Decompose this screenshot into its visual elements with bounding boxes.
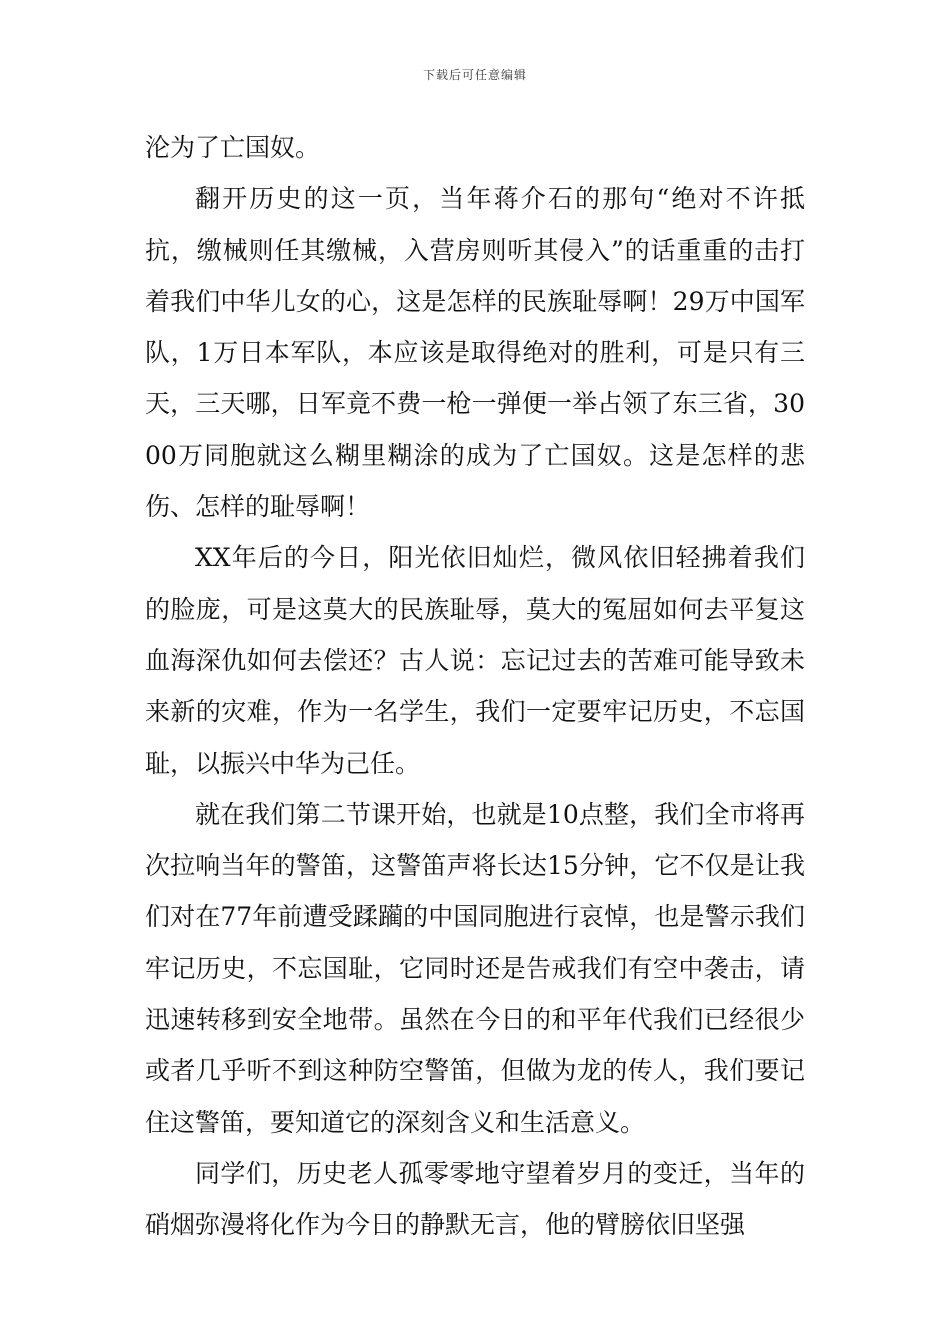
paragraph-1: 沦为了亡国奴。 [145, 133, 321, 162]
paragraph-5: 同学们，历史老人孤零零地守望着岁月的变迁，当年的硝烟弥漫将化作为今日的静默无言，他的臂膀依旧坚强 [145, 1158, 805, 1240]
paragraph-4: 就在我们第二节课开始，也就是10点整，我们全市将再次拉响当年的警笛，这警笛声将长达15分钟，它不仅是让我们对在77年前遭受蹂躏的中国同胞进行哀悼，也是警示我们牢记历史，不忘国耻，它同时还是告戒我们有空中袭击，请迅速转移到安全地带。虽然在今日的和平年代我们已经很少或者几乎听不到这种防空警笛，但做为龙的传人，我们要记住这警笛，要知道它的深刻含义和生活意义。 [145, 799, 805, 1137]
document-body [145, 122, 805, 1251]
page-header-note: 下载后可任意编辑 [422, 68, 527, 82]
paragraph-3: XX年后的今日，阳光依旧灿烂，微风依旧轻拂着我们的脸庞，可是这莫大的民族耻辱，莫大的冤屈如何去平复这血海深仇如何去偿还？古人说：忘记过去的苦难可能导致未来新的灾难，作为一名学生，我们一定要牢记历史，不忘国耻，以振兴中华为己任。 [145, 543, 805, 778]
paragraph-2: 翻开历史的这一页，当年蒋介石的那句“绝对不许抵抗，缴械则任其缴械，入营房则听其侵入”的话重重的击打着我们中华儿女的心，这是怎样的民族耻辱啊！29万中国军队，1万日本军队，本应该是取得绝对的胜利，可是只有三天，三天哪，日军竟不费一枪一弹便一举占领了东三省，3000万同胞就这么糊里糊涂的成为了亡国奴。这是怎样的悲伤、怎样的耻辱啊！ [145, 184, 805, 522]
